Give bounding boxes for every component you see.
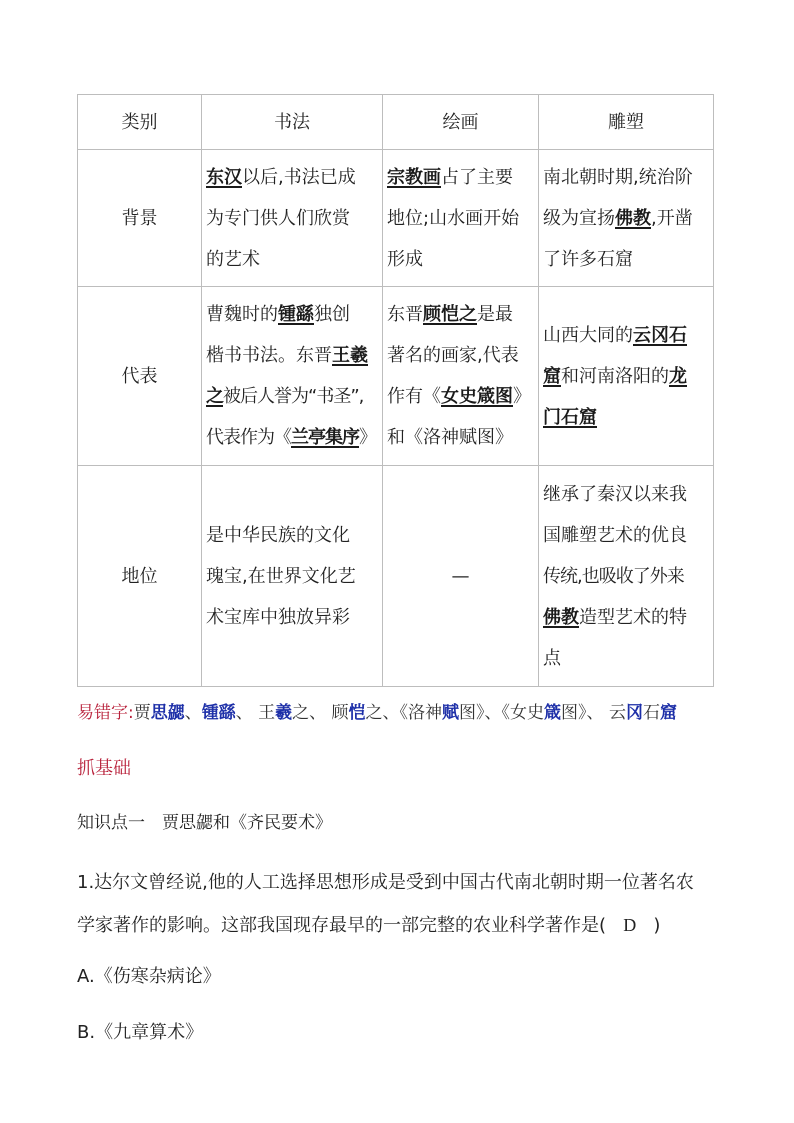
header-calligraphy: 书法: [202, 95, 383, 150]
note-bold-word: 箴: [544, 703, 562, 723]
cell-text: 传统,也吸收了外来: [543, 565, 684, 587]
note-label: 易错字:: [77, 703, 134, 723]
highlight-term: 佛教: [615, 207, 651, 229]
cell-text: 楷书书法。东晋: [206, 345, 332, 366]
note-text: 贾: [133, 703, 151, 723]
answer-letter: D: [623, 915, 637, 935]
cell-text: ,开凿: [651, 207, 693, 229]
highlight-term: 之: [206, 386, 223, 407]
note-bold-word: 恺: [348, 703, 366, 723]
cell-representative-calligraphy: [202, 287, 383, 466]
highlight-term: 兰亭集序: [291, 427, 359, 448]
note-bold-word: 窟: [659, 703, 677, 723]
cell-text: 著名的画家,代表: [387, 345, 519, 366]
cell-status-calligraphy: [202, 466, 383, 687]
header-sculpture: 雕塑: [539, 95, 714, 150]
cell-text: 了许多石窟: [543, 248, 633, 270]
highlight-term: 云冈石: [633, 324, 687, 346]
highlight-term: 佛教: [543, 606, 579, 628]
cell-text: 》: [513, 386, 531, 407]
highlight-term: 女史箴图: [441, 386, 513, 407]
cell-text: 点: [543, 647, 561, 669]
cell-text: 术宝库中独放异彩: [206, 606, 350, 628]
highlight-term: 门石窟: [543, 406, 597, 428]
highlight-term: 龙: [669, 365, 687, 387]
cell-text: 代表作为《: [206, 427, 291, 448]
note-bold-word: 锺繇: [201, 703, 236, 723]
option-b: B.《九章算术》: [77, 1022, 204, 1043]
cell-text: 国雕塑艺术的优良: [543, 524, 687, 546]
cell-background-painting: [383, 150, 539, 287]
note-bold-word: 思勰: [150, 703, 185, 723]
cell-text: 形成: [387, 248, 423, 270]
header-painting: 绘画: [383, 95, 539, 150]
row-label-status: 地位: [78, 466, 202, 687]
question-text: 学家著作的影响。这部我国现存最早的一部完整的农业科学著作是(: [77, 915, 607, 936]
knowledge-point-title: 知识点一 贾思勰和《齐民要术》: [77, 813, 332, 833]
cell-status-painting: —: [383, 466, 539, 687]
highlight-term: 宗教画: [387, 166, 441, 188]
cell-text: 曹魏时的: [206, 304, 278, 325]
note-text: 、 王: [235, 703, 276, 723]
cell-text: 地位;山水画开始: [387, 207, 520, 229]
cell-text: 是中华民族的文化: [206, 524, 350, 546]
cell-text: 为专门供人们欣赏: [206, 207, 350, 229]
highlight-term: 顾恺之: [423, 304, 477, 325]
note-text: 之、《洛神: [365, 703, 443, 723]
cell-text: 南北朝时期,统治阶: [543, 166, 693, 188]
cell-text: 和河南洛阳的: [561, 365, 669, 387]
question-close-paren: ): [653, 915, 661, 936]
row-label-background: 背景: [78, 150, 202, 287]
question-1: [77, 862, 727, 947]
note-text: 之、 顾: [292, 703, 349, 723]
table-header-row: [78, 95, 714, 150]
note-text: 图》、 云: [561, 703, 626, 723]
question-text: 1.达尔文曾经说,他的人工选择思想形成是受到中国古代南北朝时期一位著名农: [77, 872, 694, 893]
section-heading: 抓基础: [77, 758, 131, 779]
note-bold-word: 冈: [625, 703, 643, 723]
cell-representative-sculpture: [539, 287, 714, 466]
cell-text: 继承了秦汉以来我: [543, 483, 687, 505]
cell-text: 以后,书法已成: [242, 166, 356, 188]
error-prone-characters-note: [77, 698, 677, 723]
cell-representative-painting: [383, 287, 539, 466]
row-label-representative: 代表: [78, 287, 202, 466]
note-text: 石: [642, 703, 660, 723]
note-text: 图》、《女史: [459, 703, 545, 723]
highlight-term: 锺繇: [278, 304, 314, 325]
cell-text: 山西大同的: [543, 324, 633, 346]
cell-text: 是最: [477, 304, 513, 325]
table-row-background: [78, 150, 714, 287]
cell-text: 级为宣扬: [543, 207, 615, 229]
note-bold-word: 赋: [442, 703, 460, 723]
header-category: 类别: [78, 95, 202, 150]
note-text: 、: [184, 703, 202, 723]
table-row-representative: [78, 287, 714, 466]
highlight-term: 东汉: [206, 166, 242, 188]
cell-background-sculpture: [539, 150, 714, 287]
table-row-status: [78, 466, 714, 687]
cell-text: 和《洛神赋图》: [387, 427, 513, 448]
cell-text: 造型艺术的特: [579, 606, 687, 628]
cell-text: 》: [359, 427, 376, 448]
cell-text: 瑰宝,在世界文化艺: [206, 565, 356, 587]
comparison-table: [77, 94, 714, 687]
cell-text: 东晋: [387, 304, 423, 325]
cell-text: 的艺术: [206, 248, 260, 270]
cell-background-calligraphy: [202, 150, 383, 287]
cell-status-sculpture: [539, 466, 714, 687]
cell-text: 作有《: [387, 386, 441, 407]
cell-text: 被后人誉为“书圣”,: [223, 386, 364, 407]
option-a: A.《伤寒杂病论》: [77, 966, 221, 987]
cell-text: 独创: [314, 304, 350, 325]
note-bold-word: 羲: [275, 703, 293, 723]
highlight-term: 窟: [543, 365, 561, 387]
highlight-term: 王羲: [332, 345, 368, 366]
cell-text: 占了主要: [441, 166, 513, 188]
